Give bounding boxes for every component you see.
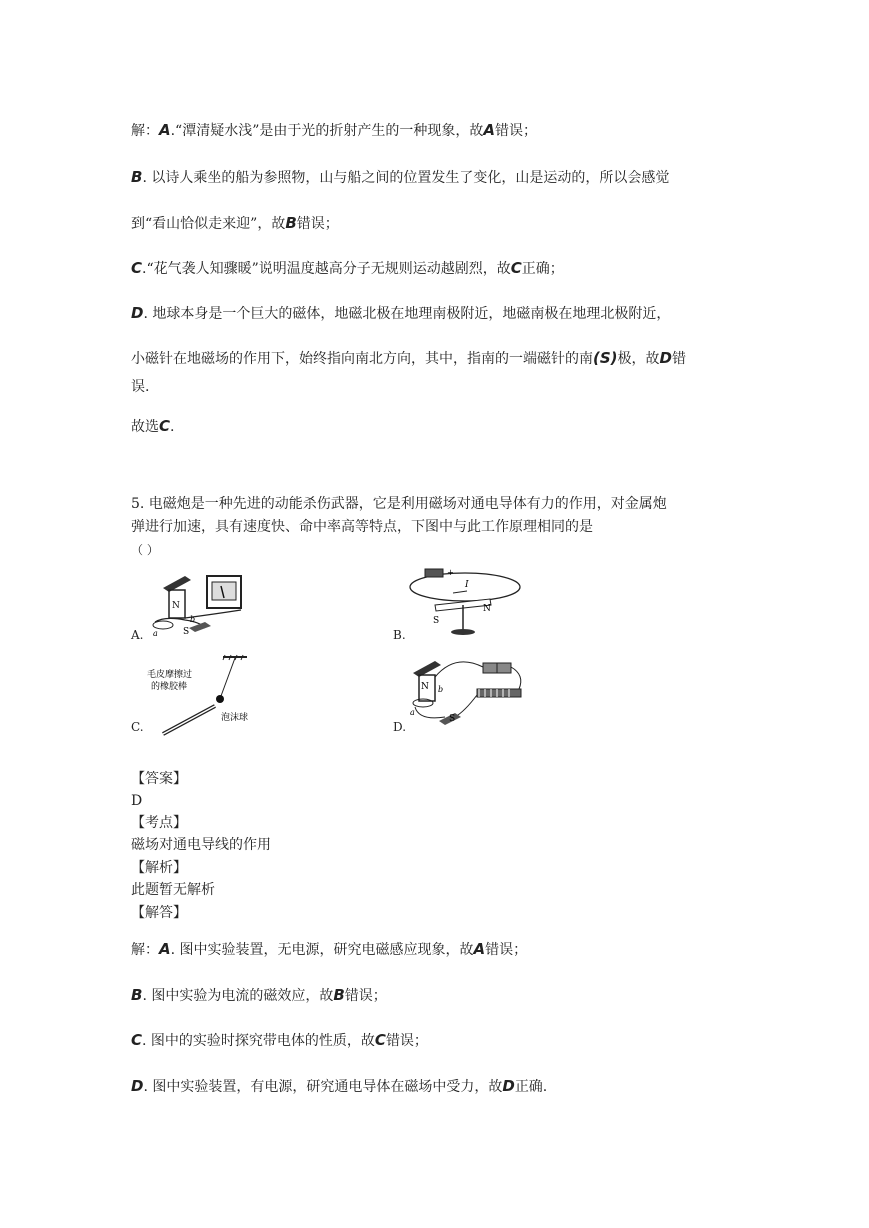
solution2-line-2: [131, 985, 387, 1006]
figure-d-caption: D.: [393, 720, 407, 734]
option-letter: C: [131, 259, 143, 277]
n-pole-label: N: [172, 601, 180, 611]
solution-line-3: [131, 213, 339, 234]
option-letter: B: [131, 168, 143, 186]
b-label: b: [438, 685, 444, 694]
text: . 地球本身是一个巨大的磁体，地磁北极在地理南极附近，地磁南极在地理北极附近，: [143, 306, 671, 322]
text: 小磁针在地磁场的作用下，始终指向南北方向，其中，指南的一端磁针的南: [131, 351, 593, 367]
s-pole-label: S: [449, 714, 456, 724]
text: 错: [671, 351, 686, 367]
analysis-value: 此题暂无解析: [131, 882, 215, 898]
solution-line-5: [131, 303, 670, 324]
solution-conclusion: [131, 416, 174, 437]
text: 正确.: [514, 1079, 548, 1095]
figure-a-caption: A.: [131, 628, 144, 642]
option-letter: B: [131, 986, 143, 1004]
text: 故选: [131, 419, 159, 435]
option-letter: D: [659, 349, 672, 367]
question-line-2: 弹进行加速，具有速度快、命中率高等特点，下图中与此工作原理相同的是: [131, 519, 593, 535]
solution2-line-4: [131, 1076, 547, 1097]
option-letter: C: [159, 417, 171, 435]
text: 错误；: [485, 942, 528, 958]
figure-d-diagram: [405, 655, 530, 735]
option-letter: C: [510, 259, 522, 277]
text: .: [170, 419, 175, 435]
option-letter: D: [131, 1077, 144, 1095]
answer-value: D: [131, 793, 143, 809]
text: 错误；: [494, 123, 537, 139]
figure-c-caption: C.: [131, 720, 144, 734]
n-pole-label: N: [483, 604, 491, 614]
plus-label: +: [447, 568, 454, 577]
figure-a-diagram: [145, 570, 265, 640]
question-line-1: 5. 电磁炮是一种先进的动能杀伤武器，它是利用磁场对通电导体有力的作用，对金属炮: [131, 496, 667, 512]
text: 错误；: [344, 988, 387, 1004]
s-pole-label: S: [433, 616, 440, 626]
option-letter: D: [131, 304, 144, 322]
text: . 图中实验为电流的磁效应，故: [142, 988, 334, 1004]
option-letter: A: [159, 121, 171, 139]
solution-line-7: 误.: [131, 379, 150, 395]
analysis-heading: 【解析】: [131, 860, 187, 876]
text: 到“看山恰似走来迎”，故: [131, 216, 286, 232]
answer-heading: 【答案】: [131, 771, 187, 787]
figure-c-diagram: [145, 652, 265, 737]
text: 解：: [131, 942, 159, 958]
option-letter: A: [473, 940, 486, 958]
rod-label-1: 毛皮摩擦过: [147, 670, 193, 680]
figure-b-diagram: [405, 565, 530, 640]
answer-blank: （ ）: [131, 543, 159, 557]
option-letter: B: [333, 986, 345, 1004]
option-letter: B: [285, 214, 297, 232]
text: 解：: [131, 123, 159, 139]
b-label: b: [190, 615, 196, 624]
option-letter: A: [483, 121, 495, 139]
a-label: a: [410, 708, 415, 717]
option-letter: D: [502, 1077, 515, 1095]
s-pole-label: S: [183, 627, 190, 637]
option-letter: A: [159, 940, 171, 958]
text: . 图中实验装置，有电源，研究通电导体在磁场中受力，故: [143, 1079, 503, 1095]
figure-b-caption: B.: [393, 628, 406, 642]
solution-line-4: [131, 258, 564, 279]
text: 错误；: [385, 1033, 428, 1049]
rod-label-2: 的橡胶棒: [151, 682, 188, 692]
a-label: a: [153, 629, 158, 638]
text: .“潭清疑水浅”是由于光的折射产生的一种现象，故: [170, 123, 484, 139]
solution-line-6: [131, 348, 686, 369]
knowledge-point-value: 磁场对通电导线的作用: [131, 837, 271, 853]
current-label: I: [465, 580, 469, 590]
option-letter: C: [131, 1031, 143, 1049]
text: . 图中实验装置，无电源，研究电磁感应现象，故: [170, 942, 474, 958]
text: 正确；: [521, 261, 564, 277]
text: 错误；: [296, 216, 339, 232]
solution-heading: 【解答】: [131, 905, 187, 921]
knowledge-point-heading: 【考点】: [131, 815, 187, 831]
solution-line-2: [131, 167, 669, 188]
text: .“花气袭人知骤暖”说明温度越高分子无规则运动越剧烈，故: [142, 261, 511, 277]
solution2-line-1: [131, 939, 527, 960]
text: . 图中的实验时探究带电体的性质，故: [142, 1033, 375, 1049]
solution2-line-3: [131, 1030, 428, 1051]
option-letter: C: [374, 1031, 386, 1049]
pole-label: (S): [593, 349, 618, 367]
ball-label: 泡沫球: [221, 713, 249, 723]
n-pole-label: N: [421, 682, 429, 692]
solution-line-1: [131, 120, 537, 141]
text: 极，故: [617, 351, 660, 367]
text: . 以诗人乘坐的船为参照物，山与船之间的位置发生了变化，山是运动的，所以会感觉: [142, 170, 670, 186]
